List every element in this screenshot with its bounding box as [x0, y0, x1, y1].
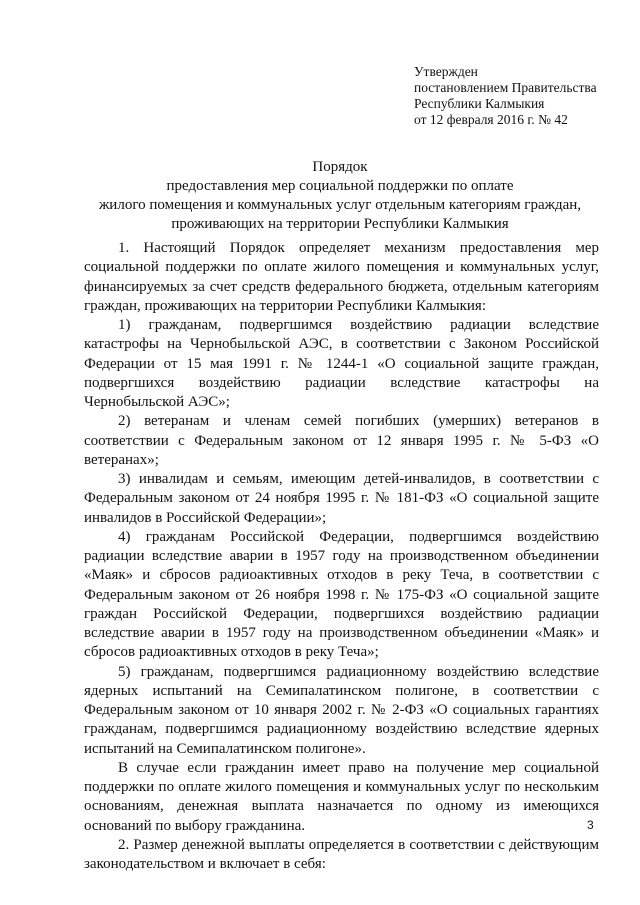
approval-line: от 12 февраля 2016 г. № 42 [414, 112, 568, 127]
title-line: проживающих на территории Республики Калмыкия [171, 216, 509, 232]
paragraph: 1. Настоящий Порядок определяет механизм предоставления мер социальной поддержки по оплате жилого помещения и коммунальных услуг, финансируемых за счет средств федерального бюджета, отдельным категориям граждан, проживающих на территории Республики Калмыкия: [84, 240, 599, 314]
paragraph: 3) инвалидам и семьям, имеющим детей-инвалидов, в соответствии с Федеральным законом от 24 ноября 1995 г. № 181-ФЗ «О социальной защите инвалидов в Российской Федерации»; [84, 471, 599, 526]
paragraph: 2. Размер денежной выплаты определяется в соответствии с действующим законодательством и включает в себя: [84, 836, 599, 872]
approval-line: Республики Калмыкия [414, 96, 545, 111]
approval-line: Утвержден [414, 64, 478, 79]
page-number: 3 [587, 818, 594, 832]
paragraph: 4) гражданам Российской Федерации, подвергшимся воздействию радиации вследствие аварии в 1957 году на производственном объединении «Маяк» и сбросов радиоактивных отходов в реку Теча, в соответствии с Федеральным законом от 26 ноября 1998 г. № 175-ФЗ «О социальной защите граждан Российской Федерации, подвергшихся воздействию радиации вследствие аварии в 1957 году на производственном объединении «Маяк» и сбросов радиоактивных отходов в реку Теча»; [84, 528, 599, 661]
paragraph: 1) гражданам, подвергшимся воздействию радиации вследствие катастрофы на Чернобыльской АЭС, в соответствии с Законом Российской Федерации от 15 мая 1991 г. № 1244-1 «О социальной защите граждан, подвергшихся воздействию радиации вследствие катастрофы на Чернобыльской АЭС»; [84, 317, 599, 410]
paragraph: 2) ветеранам и членам семей погибших (умерших) ветеранов в соответствии с Федеральным законом от 12 января 1995 г. № 5-ФЗ «О ветеранах»; [84, 413, 599, 468]
document-body [84, 239, 599, 874]
paragraph: 5) гражданам, подвергшимся радиационному воздействию вследствие ядерных испытаний на Семипалатинском полигоне, в соответствии с Федеральным законом от 10 января 2002 г. № 2-ФЗ «О социальных гарантиях гражданам, подвергшимся радиационному воздействию вследствие ядерных испытаний на Семипалатинском полигоне». [84, 663, 599, 757]
approval-line: постановлением Правительства [414, 80, 597, 95]
paragraph: В случае если гражданин имеет право на получение мер социальной поддержки по оплате жилого помещения и коммунальных услуг по нескольким основаниям, денежная выплата назначается по одному из имеющихся оснований по выбору гражданина. [84, 759, 599, 834]
document-title [80, 158, 600, 234]
title-line: жилого помещения и коммунальных услуг отдельным категориям граждан, [98, 197, 582, 213]
title-line: Порядок [312, 159, 368, 175]
title-line: предоставления мер социальной поддержки по оплате [166, 178, 514, 194]
approval-stamp [414, 64, 614, 128]
